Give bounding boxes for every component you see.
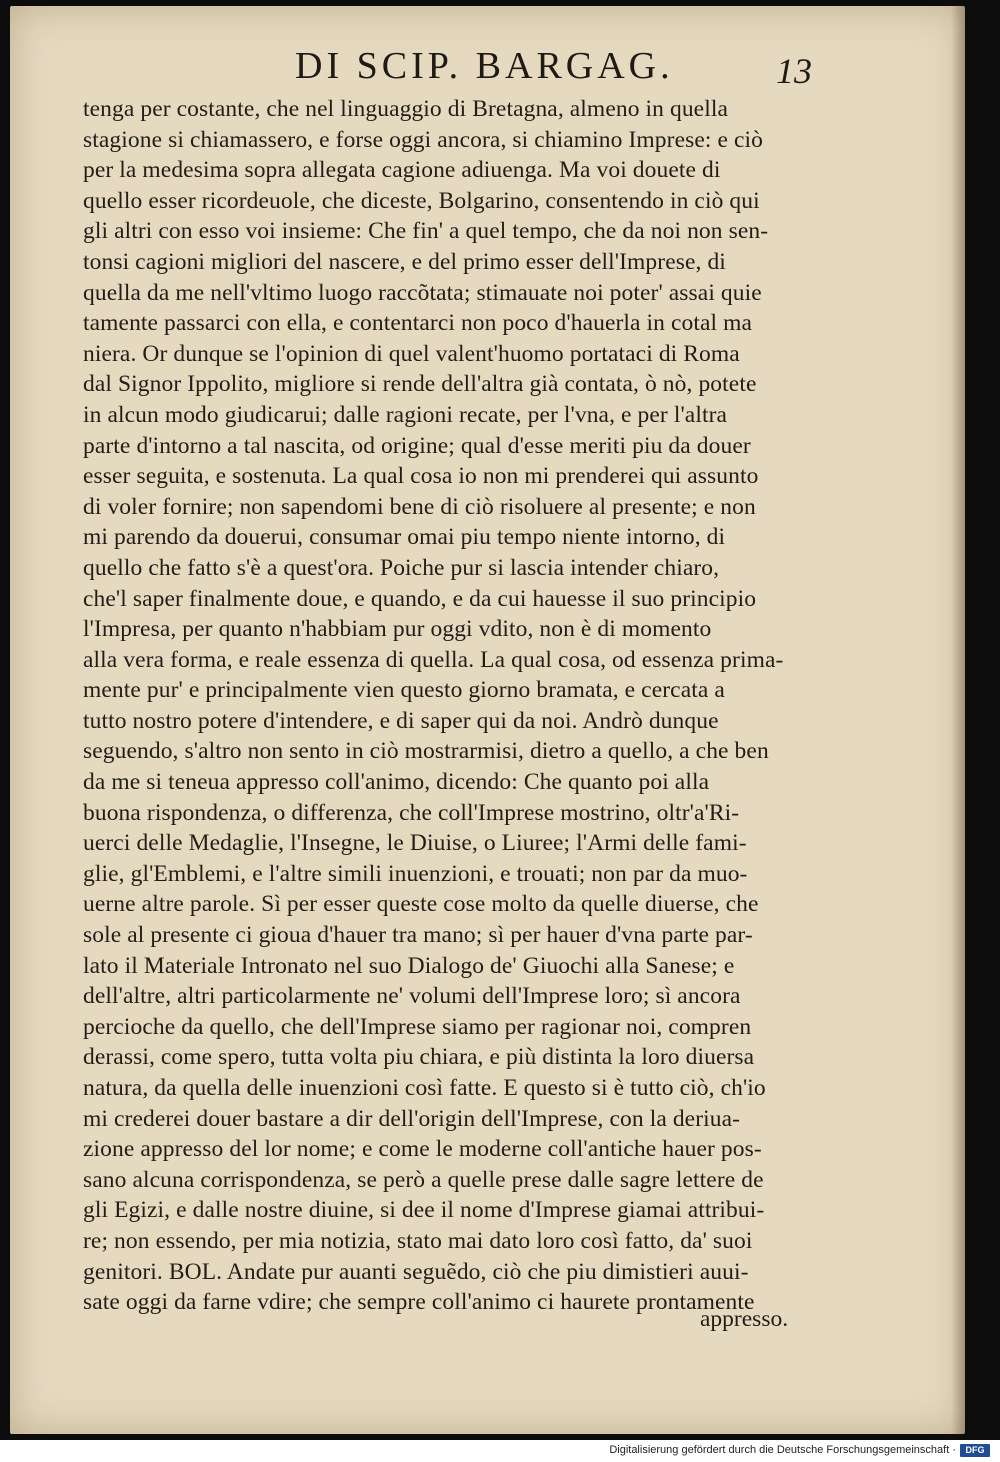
text-line: genitori. BOL. Andate pur auanti seguẽdo, ciò che piu dimistieri auui-: [83, 1258, 749, 1285]
catchword: appresso.: [700, 1306, 789, 1332]
text-line: quella da me nell'vltimo luogo raccõtata; stimauate noi poter' assai quie: [83, 279, 762, 306]
body-text: [83, 94, 853, 1318]
text-line: in alcun modo giudicarui; dalle ragioni recate, per l'vna, e per l'altra: [83, 401, 728, 428]
book-page: [10, 6, 965, 1434]
page-header: [10, 44, 965, 94]
text-line: sole al presente ci gioua d'hauer tra mano; sì per hauer d'vna parte par-: [83, 922, 753, 949]
text-line: buona rispondenza, o differenza, che coll'Imprese mostrino, oltr'a'Ri-: [83, 799, 740, 826]
funding-credit: Digitalisierung gefördert durch die Deutsche Forschungsgemeinschaft ·: [609, 1444, 956, 1456]
text-line: stagione si chiamassero, e forse oggi ancora, si chiamino Imprese: e ciò: [83, 126, 763, 153]
text-line: dal Signor Ippolito, migliore si rende dell'altra già contata, ò nò, potete: [83, 371, 757, 398]
text-line: da me si teneua appresso coll'animo, dicendo: Che quanto poi alla: [83, 769, 710, 796]
text-line: esser seguita, e sostenuta. La qual cosa io non mi prenderei qui assunto: [83, 463, 759, 490]
text-line: mi crederei douer bastare a dir dell'origin dell'Imprese, con la deriua-: [83, 1105, 741, 1132]
text-line: alla vera forma, e reale essenza di quella. La qual cosa, od essenza prima-: [83, 646, 784, 673]
text-line: che'l saper finalmente doue, e quando, e da cui hauesse il suo principio: [83, 585, 757, 612]
dfg-logo: DFG: [960, 1444, 990, 1457]
text-line: per la medesima sopra allegata cagione adiuenga. Ma voi douete di: [83, 157, 721, 184]
text-line: tutto nostro potere d'intendere, e di saper qui da noi. Andrò dunque: [83, 707, 719, 734]
text-line: l'Impresa, per quanto n'habbiam pur oggi vdito, non è di momento: [83, 616, 712, 643]
text-line: seguendo, s'altro non sento in ciò mostrarmisi, dietro a quello, a che ben: [83, 738, 769, 765]
text-line: derassi, come spero, tutta volta piu chiara, e più distinta la loro diuersa: [83, 1044, 755, 1071]
text-line: mente pur' e principalmente vien questo giorno bramata, e cercata a: [83, 677, 725, 704]
text-line: tenga per costante, che nel linguaggio di Bretagna, almeno in quella: [83, 96, 728, 122]
text-line: re; non essendo, per mia notizia, stato mai dato loro così fatto, da' suoi: [83, 1227, 753, 1254]
text-line: di voler fornire; non sapendomi bene di ciò risoluere al presente; e non: [83, 493, 756, 520]
text-line: dell'altre, altri particolarmente ne' volumi dell'Imprese loro; sì ancora: [83, 983, 741, 1010]
text-line: quello esser ricordeuole, che diceste, Bolgarino, consentendo in ciò qui: [83, 187, 760, 214]
text-line: gli Egizi, e dalle nostre diuine, si dee il nome d'Imprese giamai attribui-: [83, 1197, 765, 1224]
text-line: glie, gl'Emblemi, e l'altre simili inuenzioni, e trouati; non par da muo-: [83, 860, 748, 887]
text-line: tamente passarci con ella, e contentarci non poco d'hauerla in cotal ma: [83, 310, 753, 337]
text-line: zione appresso del lor nome; e come le moderne coll'antiche hauer pos-: [83, 1136, 762, 1163]
text-line: quello che fatto s'è a quest'ora. Poiche pur si lascia intender chiaro,: [83, 554, 720, 581]
text-line: parte d'intorno a tal nascita, od origine; qual d'esse meriti piu da douer: [83, 432, 751, 459]
text-line: tonsi cagioni migliori del nascere, e del primo esser dell'Imprese, di: [83, 248, 726, 275]
text-line: percioche da quello, che dell'Imprese siamo per ragionar noi, compren: [83, 1013, 752, 1040]
text-line: lato il Materiale Intronato nel suo Dialogo de' Giuochi alla Sanese; e: [83, 952, 735, 979]
text-line: niera. Or dunque se l'opinion di quel valent'huomo portataci di Roma: [83, 340, 740, 367]
running-head: DI SCIP. BARGAG.: [295, 45, 674, 87]
text-line: mi parendo da douerui, consumar omai piu tempo niente intorno, di: [83, 524, 726, 551]
page-number: 13: [776, 51, 812, 91]
digitization-footer: [0, 1440, 1000, 1462]
text-line: uerci delle Medaglie, l'Insegne, le Diuise, o Liuree; l'Armi delle fami-: [83, 830, 747, 857]
text-line: sate oggi da farne vdire; che sempre coll'animo ci haurete prontamente: [83, 1289, 755, 1316]
text-line: uerne altre parole. Sì per esser queste cose molto da quelle diuerse, che: [83, 891, 759, 918]
text-line: gli altri con esso voi insieme: Che fin' a quel tempo, che da noi non sen-: [83, 218, 769, 245]
text-line: sano alcuna corrispondenza, se però a quelle prese dalle sagre lettere de: [83, 1166, 764, 1193]
text-line: natura, da quella delle inuenzioni così fatte. E questo si è tutto ciò, ch'io: [83, 1075, 766, 1101]
